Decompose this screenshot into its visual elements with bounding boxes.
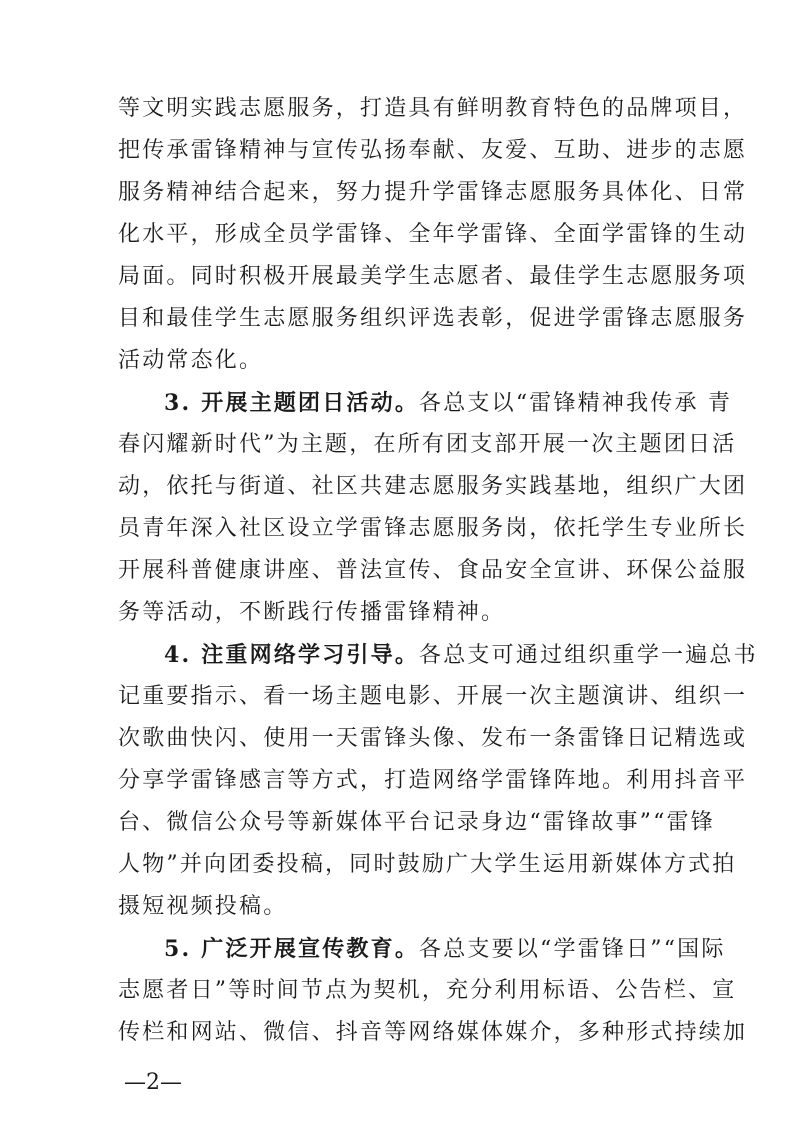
item5-first-line (118, 928, 726, 970)
paragraph-line: 务等活动，不断践行传播雷锋精神。 (118, 600, 506, 625)
item4-first-line (118, 634, 758, 676)
item5-heading: 5. 广泛开展宣传教育。 (164, 936, 420, 962)
paragraph-line: 记重要指示、看一场主题电影、开展一次主题演讲、组织一 (118, 684, 748, 709)
paragraph-line: 开展科普健康讲座、普法宣传、食品安全宣讲、环保公益服 (118, 558, 748, 583)
paragraph-line: 活动常态化。 (118, 348, 264, 373)
item3-first-text: 各总支以“雷锋精神我传承 青 (419, 391, 733, 416)
page-number: —2— (124, 1070, 182, 1095)
item4-heading: 4. 注重网络学习引导。 (164, 642, 420, 668)
paragraph-line: 动，依托与街道、社区共建志愿服务实践基地，组织广大团 (118, 474, 748, 499)
paragraph-line: 分享学雷锋感言等方式，打造网络学雷锋阵地。利用抖音平 (118, 768, 748, 793)
paragraph-line: 台、微信公众号等新媒体平台记录身边“雷锋故事”“雷锋 (118, 810, 715, 835)
item3-first-line (118, 382, 733, 424)
paragraph-line: 化水平，形成全员学雷锋、全年学雷锋、全面学雷锋的生动 (118, 222, 748, 247)
paragraph-line: 等文明实践志愿服务，打造具有鲜明教育特色的品牌项目， (118, 96, 748, 121)
item3-heading: 3. 开展主题团日活动。 (164, 390, 420, 416)
paragraph-line: 传栏和网站、微信、抖音等网络媒体媒介，多种形式持续加 (118, 1020, 748, 1045)
item4-first-text: 各总支可通过组织重学一遍总书 (419, 643, 758, 668)
paragraph-line: 员青年深入社区设立学雷锋志愿服务岗，依托学生专业所长 (118, 516, 748, 541)
paragraph-line: 把传承雷锋精神与宣传弘扬奉献、友爱、互助、进步的志愿 (118, 138, 748, 163)
paragraph-line: 目和最佳学生志愿服务组织评选表彰，促进学雷锋志愿服务 (118, 306, 748, 331)
body-text (118, 88, 758, 1054)
paragraph-line: 志愿者日”等时间节点为契机，充分利用标语、公告栏、宣 (118, 978, 737, 1003)
paragraph-line: 次歌曲快闪、使用一天雷锋头像、发布一条雷锋日记精选或 (118, 726, 748, 751)
paragraph-line: 局面。同时积极开展最美学生志愿者、最佳学生志愿服务项 (118, 264, 748, 289)
paragraph-line: 服务精神结合起来，努力提升学雷锋志愿服务具体化、日常 (118, 180, 748, 205)
paragraph-line: 春闪耀新时代”为主题，在所有团支部开展一次主题团日活 (118, 432, 737, 457)
paragraph-line: 人物”并向团委投稿，同时鼓励广大学生运用新媒体方式拍 (118, 852, 737, 877)
paragraph-line: 摄短视频投稿。 (118, 894, 288, 919)
item5-first-text: 各总支要以“学雷锋日”“国际 (419, 937, 726, 962)
